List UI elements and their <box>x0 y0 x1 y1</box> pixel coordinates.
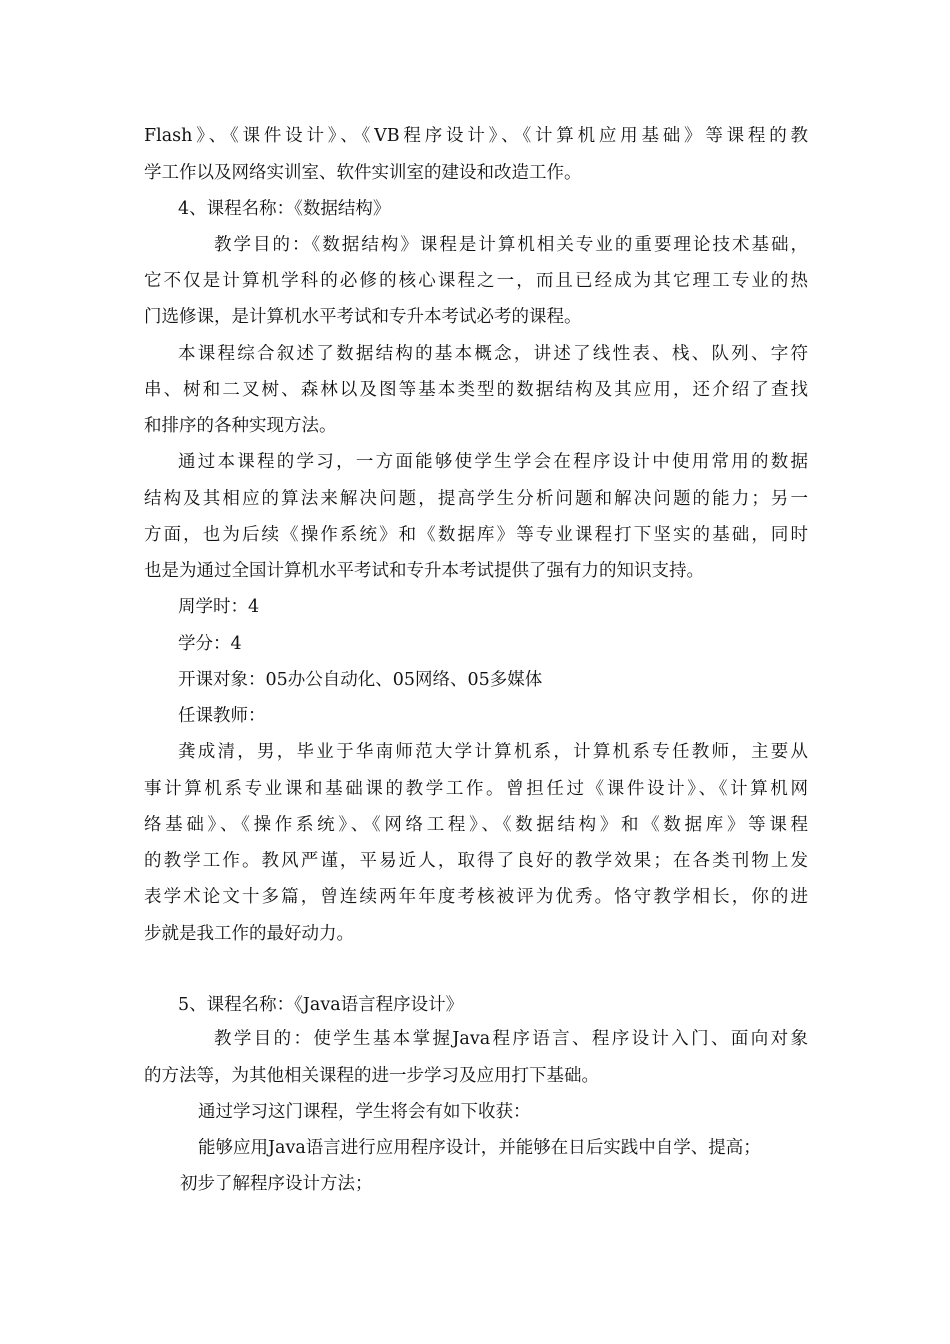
text-line: 它不仅是计算机学科的必修的核心课程之一，而且已经成为其它理工专业的热 <box>144 271 808 291</box>
text-line: 初步了解程序设计方法； <box>180 1174 373 1194</box>
text-line: 步就是我工作的最好动力。 <box>144 924 354 944</box>
text-line: 络基础》、《操作系统》、《网络工程》、《数据结构》和《数据库》等课程 <box>144 815 808 835</box>
text-line: 的教学工作。教风严谨，平易近人，取得了良好的教学效果；在各类刊物上发 <box>144 851 808 871</box>
text-line: 龚成清，男，毕业于华南师范大学计算机系，计算机系专任教师，主要从 <box>178 742 808 762</box>
course-audience: 开课对象：05办公自动化、05网络、05多媒体 <box>178 670 543 690</box>
section-heading-4: 4、课程名称：《数据结构》 <box>178 199 391 219</box>
text-line: 能够应用Java语言进行应用程序设计，并能够在日后实践中自学、提高； <box>198 1138 761 1158</box>
text-line: 门选修课，是计算机水平考试和专升本考试必考的课程。 <box>144 307 582 327</box>
section-heading-5: 5、课程名称：《Java语言程序设计》 <box>178 995 464 1015</box>
credits: 学分：4 <box>178 634 242 654</box>
text-line: 方面，也为后续《操作系统》和《数据库》等专业课程打下坚实的基础，同时 <box>144 525 808 545</box>
text-line: 教学目的：《数据结构》课程是计算机相关专业的重要理论技术基础， <box>214 235 808 255</box>
text-line: 通过本课程的学习，一方面能够使学生学会在程序设计中使用常用的数据 <box>178 452 808 472</box>
text-line: 通过学习这门课程，学生将会有如下收获： <box>198 1102 531 1122</box>
text-line: 结构及其相应的算法来解决问题，提高学生分析问题和解决问题的能力；另一 <box>144 489 808 509</box>
text-line: 本课程综合叙述了数据结构的基本概念，讲述了线性表、栈、队列、字符 <box>178 344 808 364</box>
text-line: 事计算机系专业课和基础课的教学工作。曾担任过《课件设计》、《计算机网 <box>144 779 808 799</box>
text-line: 串、树和二叉树、森林以及图等基本类型的数据结构及其应用，还介绍了查找 <box>144 380 808 400</box>
text-line: 和排序的各种实现方法。 <box>144 416 337 436</box>
text-line: 也是为通过全国计算机水平考试和专升本考试提供了强有力的知识支持。 <box>144 561 704 581</box>
instructor-label: 任课教师： <box>178 706 266 726</box>
text-line: 的方法等，为其他相关课程的进一步学习及应用打下基础。 <box>144 1066 599 1086</box>
text-line: Flash》、《课件设计》、《VB程序设计》、《计算机应用基础》等课程的教 <box>144 126 808 146</box>
text-line: 表学术论文十多篇，曾连续两年年度考核被评为优秀。恪守教学相长，你的进 <box>144 887 808 907</box>
text-line: 学工作以及网络实训室、软件实训室的建设和改造工作。 <box>144 163 582 183</box>
weekly-hours: 周学时：4 <box>178 597 260 617</box>
text-line: 教学目的：使学生基本掌握Java程序语言、程序设计入门、面向对象 <box>214 1029 808 1049</box>
